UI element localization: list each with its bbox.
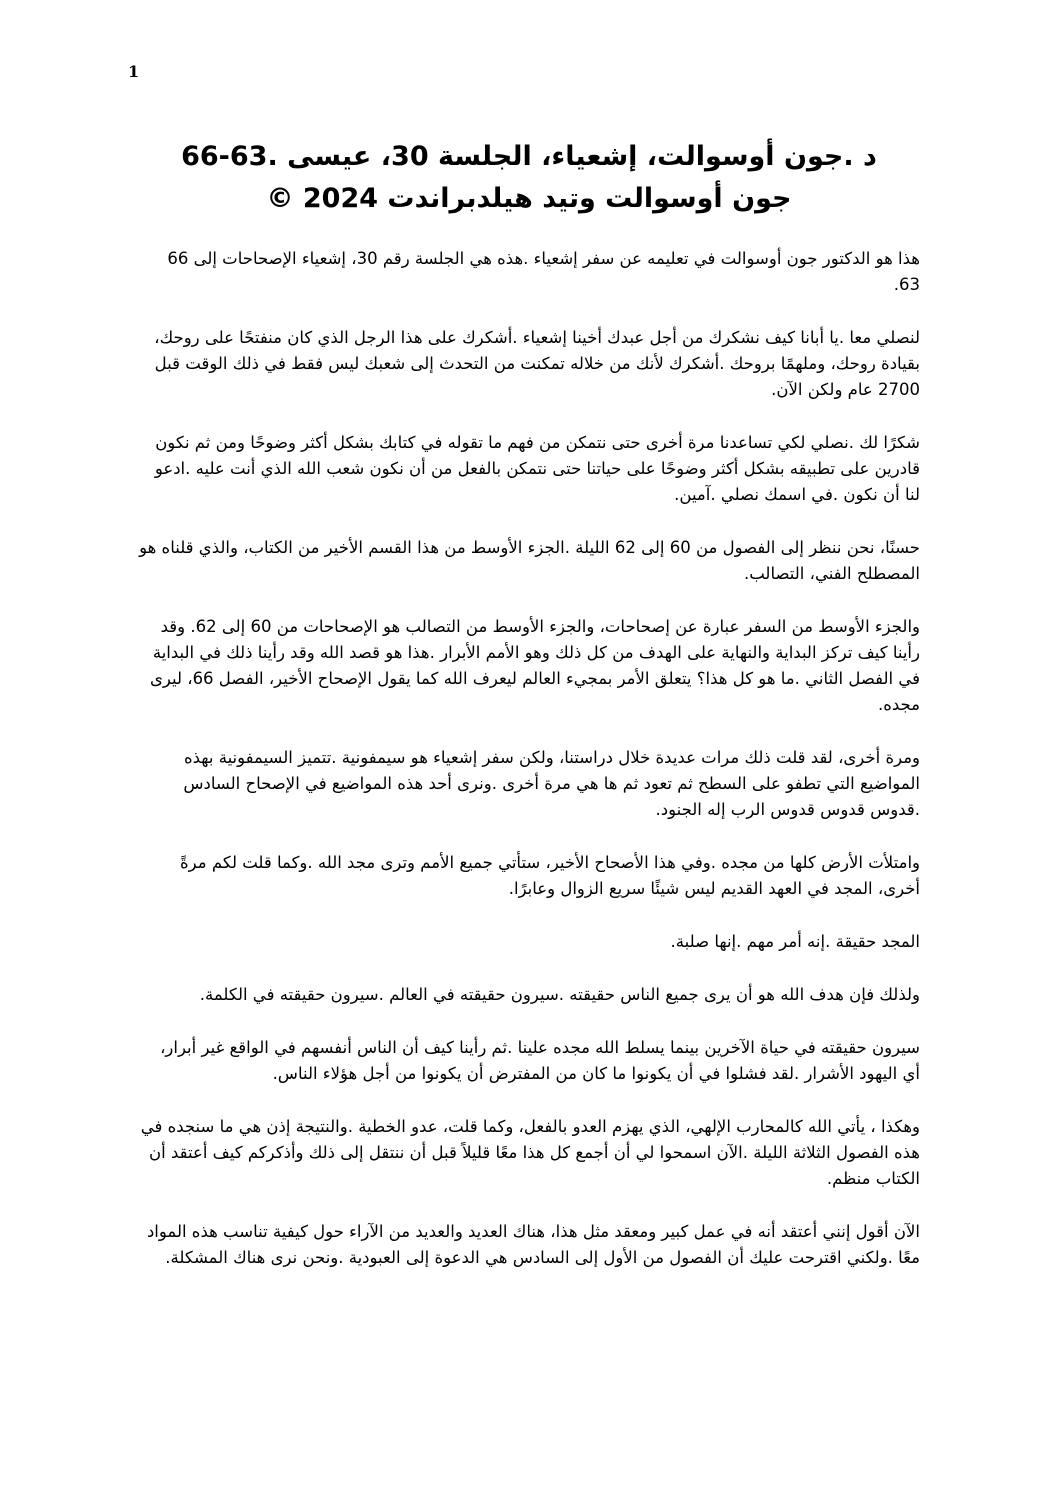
paragraph: ومرة أخرى، لقد قلت ذلك مرات عديدة خلال دراستنا، ولكن سفر إشعياء هو سيمفونية .تتميز السيمفونية بهذه المواضيع التي تطفو على السطح ثم تعود ثم ها هي مرة أخرى .ونرى أحد هذه المواضيع في الإصحاح السادس .قدوس قدوس قدوس الرب إله الجنود. — [183, 748, 920, 819]
page-number: 1 — [128, 62, 140, 81]
paragraph: المجد حقيقة .إنه أمر مهم .إنها صلبة. — [670, 932, 920, 951]
page-title — [130, 136, 928, 220]
paragraph: والجزء الأوسط من السفر عبارة عن إصحاحات، والجزء الأوسط من التصالب هو الإصحاحات من 60 إلى 62. وقد رأينا كيف تركز البداية والنهاية على الهدف من كل ذلك وهو الأمم الأبرار .هذا هو قصد الله وقد رأينا ذلك في البداية في الفصل الثاني .ما هو كل هذا؟ يتعلق الأمر بمجيء العالم ليعرف الله كما يقول الإصحاح الأخير، الفصل 66، ليرى مجده. — [149, 617, 920, 714]
paragraph: لنصلي معا .يا أبانا كيف نشكرك من أجل عبدك أخينا إشعياء .أشكرك على هذا الرجل الذي كان منفتحًا على روحك، بقيادة روحك، وملهمًا بروحك .أشكرك لأنك من خلاله تمكنت من التحدث إلى شعبك ليس فقط في ذلك الوقت قبل 2700 عام ولكن الآن. — [154, 328, 920, 399]
title-line-1: د .جون أوسوالت، إشعياء، الجلسة 30، عيسى .63-66 — [181, 141, 877, 172]
paragraph: وامتلأت الأرض كلها من مجده .وفي هذا الأصحاح الأخير، ستأتي جميع الأمم وترى مجد الله .وكما قلت لكم مرةً أخرى، المجد في العهد القديم ليس شيئًا سريع الزوال وعابرًا. — [180, 853, 920, 898]
title-line-2: جون أوسوالت وتيد هيلدبراندت 2024 © — [266, 183, 792, 214]
paragraph: شكرًا لك .نصلي لكي تساعدنا مرة أخرى حتى نتمكن من فهم ما تقوله في كتابك بشكل أكثر وضوحًا ومن ثم نكون قادرين على تطبيقه بشكل أكثر وضوحًا على حياتنا حتى نتمكن بالفعل من أن نكون شعب الله الذي أنت عليه .ادعو لنا أن نكون .في اسمك نصلي .آمين. — [154, 433, 920, 504]
paragraph: وهكذا ، يأتي الله كالمحارب الإلهي، الذي يهزم العدو بالفعل، وكما قلت، عدو الخطية .والنتيجة إذن هي ما سنجده في هذه الفصول الثلاثة الليلة .الآن اسمحوا لي أن أجمع كل هذا معًا قليلاً قبل أن ننتقل إلى ذلك وأذكركم كيف أعتقد أن الكتاب منظم. — [140, 1117, 920, 1188]
paragraph: هذا هو الدكتور جون أوسوالت في تعليمه عن سفر إشعياء .هذه هي الجلسة رقم 30، إشعياء الإصحاحات إلى 66 63. — [167, 249, 920, 294]
transcript-body — [138, 246, 920, 1298]
paragraph: سيرون حقيقته في حياة الآخرين بينما يسلط الله مجده علينا .ثم رأينا كيف أن الناس أنفسهم في الواقع غير أبرار، أي اليهود الأشرار .لقد فشلوا في أن يكونوا ما كان من المفترض أن يكونوا من أجل هؤلاء الناس. — [160, 1038, 920, 1083]
paragraph: حسنًا، نحن ننظر إلى الفصول من 60 إلى 62 الليلة .الجزء الأوسط من هذا القسم الأخير من الكتاب، والذي قلناه هو المصطلح الفني، التصالب. — [139, 538, 920, 583]
paragraph: ولذلك فإن هدف الله هو أن يرى جميع الناس حقيقته .سيرون حقيقته في العالم .سيرون حقيقته في الكلمة. — [199, 985, 920, 1004]
paragraph: الآن أقول إنني أعتقد أنه في عمل كبير ومعقد مثل هذا، هناك العديد والعديد من الآراء حول كيفية تناسب هذه المواد معًا .ولكني اقترحت عليك أن الفصول من الأول إلى السادس هي الدعوة إلى العبودية .ونحن نرى هناك المشكلة. — [146, 1222, 920, 1267]
